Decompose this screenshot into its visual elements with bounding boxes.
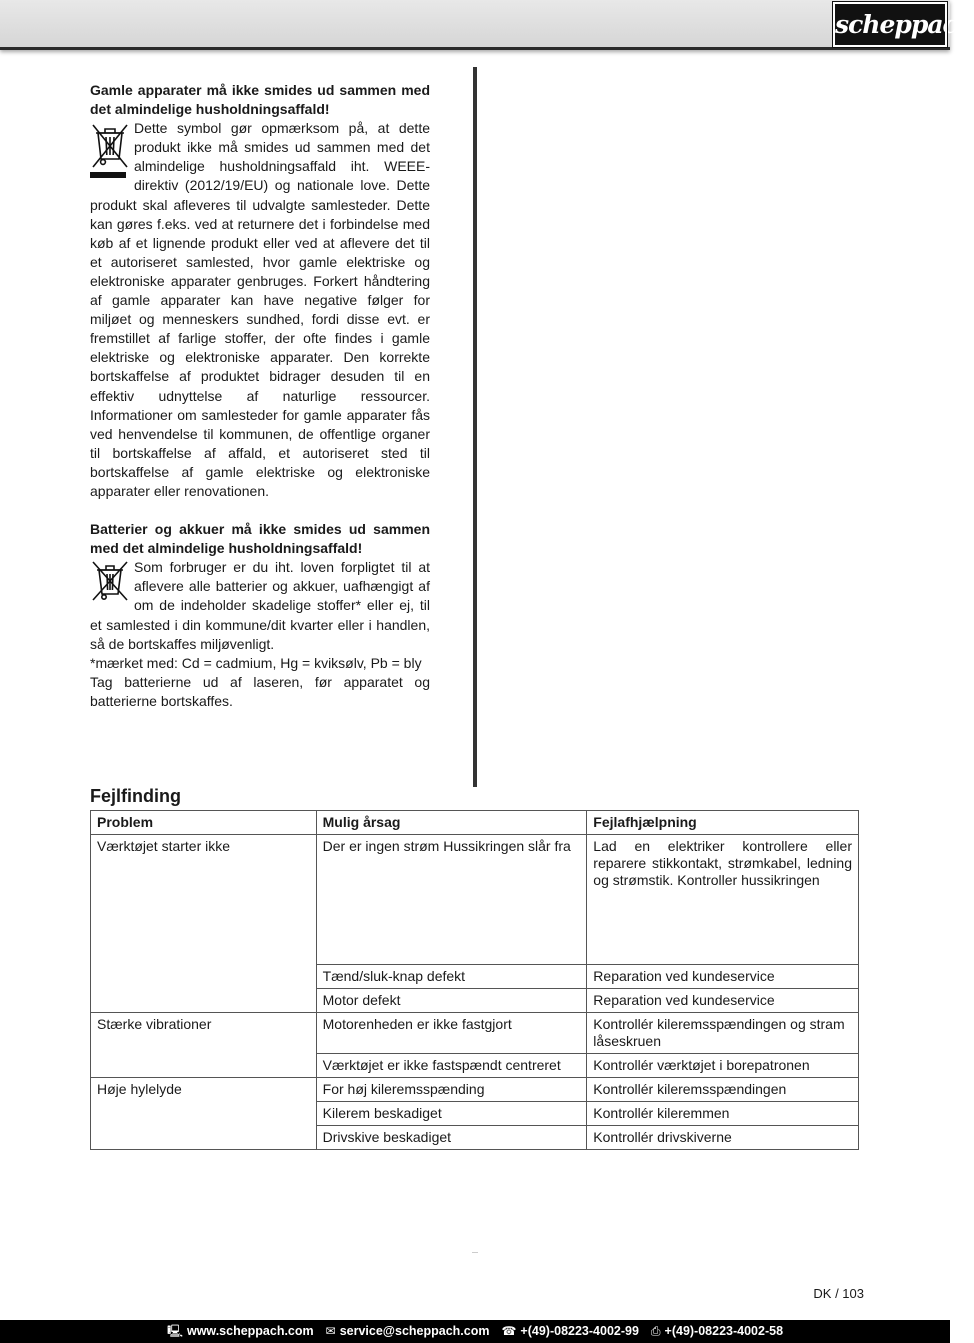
table-header-row bbox=[91, 811, 859, 835]
battery-instruction: Tag batterierne ud af laseren, før apparatet og batterierne bortskaffes. bbox=[90, 673, 430, 709]
envelope-icon: ✉ bbox=[325, 1324, 336, 1338]
fax-icon: ⎙ bbox=[650, 1324, 661, 1338]
remedy-cell: Reparation ved kundeservice bbox=[587, 989, 859, 1013]
footer-phone bbox=[501, 1320, 638, 1343]
crossed-out-bin-icon bbox=[90, 121, 130, 183]
hazard-note: *mærket med: Cd = cadmium, Hg = kviksølv, Pb = bly bbox=[90, 654, 422, 671]
remedy-cell: Kontrollér drivskiverne bbox=[587, 1126, 859, 1150]
header-cause: Mulig årsag bbox=[316, 811, 587, 835]
battery-body: Som forbruger er du iht. loven forpligtet til at aflevere alle batterier og akkuer, uafhængigt af om de indeholder skadelige stoffer* eller ej, til et samlested i din kommune/dit kvarter eller i handlen, så de bortskaffes miljøvenligt. bbox=[90, 559, 430, 652]
battery-heading: Batterier og akkuer må ikke smides ud sammen med det almindelige husholdningsaffald! bbox=[90, 521, 430, 557]
brand-logo: scheppach bbox=[833, 2, 947, 47]
phone-text: +(49)-08223-4002-99 bbox=[520, 1324, 639, 1338]
footer-email[interactable] bbox=[326, 1320, 490, 1343]
crossed-out-bin-icon bbox=[90, 560, 130, 602]
footer-fax bbox=[651, 1320, 783, 1343]
remedy-cell: Kontrollér kileremsspændingen bbox=[587, 1078, 859, 1102]
email-text: service@scheppach.com bbox=[339, 1324, 490, 1338]
header-remedy: Fejlafhjælpning bbox=[587, 811, 859, 835]
fax-text: +(49)-08223-4002-58 bbox=[664, 1324, 784, 1338]
page-number: DK / 103 bbox=[813, 1286, 864, 1301]
header-bar bbox=[0, 0, 974, 50]
footer-bar bbox=[0, 1320, 950, 1343]
remedy-cell: Kontrollér kileremsspændingen og stram låseskruen bbox=[587, 1013, 859, 1054]
troubleshooting-title: Fejlfinding bbox=[90, 786, 181, 806]
center-mark bbox=[472, 1252, 478, 1253]
table-row bbox=[91, 1013, 859, 1054]
remedy-cell: Kontrollér kileremmen bbox=[587, 1102, 859, 1126]
disposal-column bbox=[90, 81, 430, 711]
header-problem: Problem bbox=[91, 811, 317, 835]
column-divider bbox=[473, 67, 477, 787]
website-text: www.scheppach.com bbox=[186, 1324, 314, 1338]
footer-website[interactable] bbox=[167, 1320, 314, 1343]
weee-heading: Gamle apparater må ikke smides ud sammen med det almindelige husholdningsaffald! bbox=[90, 82, 430, 118]
cause-cell: Værktøjet er ikke fastspændt centreret bbox=[316, 1054, 587, 1078]
remedy-cell: Reparation ved kundeservice bbox=[587, 965, 859, 989]
cause-cell: For høj kileremsspænding bbox=[316, 1078, 587, 1102]
cause-cell: Kilerem beskadiget bbox=[316, 1102, 587, 1126]
problem-cell: Stærke vibrationer bbox=[91, 1013, 317, 1078]
cause-cell: Motorenheden er ikke fastgjort bbox=[316, 1013, 587, 1054]
remedy-cell: Kontrollér værktøjet i borepatronen bbox=[587, 1054, 859, 1078]
table-row bbox=[91, 835, 859, 965]
remedy-cell: Lad en elektriker kontrollere eller reparere stikkontakt, strømkabel, ledning og strømstik. Kontroller hussikringen bbox=[587, 835, 859, 965]
cause-cell: Der er ingen strøm Hussikringen slår fra bbox=[316, 835, 587, 965]
table-row bbox=[91, 1078, 859, 1102]
problem-cell: Høje hylelyde bbox=[91, 1078, 317, 1150]
cause-cell: Drivskive beskadiget bbox=[316, 1126, 587, 1150]
phone-icon: ☎ bbox=[501, 1324, 517, 1338]
computer-icon: 🖳 bbox=[166, 1324, 183, 1338]
troubleshooting-table bbox=[90, 810, 859, 1150]
cause-cell: Motor defekt bbox=[316, 989, 587, 1013]
weee-body: Dette symbol gør opmærksom på, at dette produkt ikke må smides ud sammen med det almindelige husholdningsaffald iht. WEEE-direktiv (2012/19/EU) og nationale love. Dette produkt skal afleveres til udvalgte samlesteder. Dette kan gøres f.eks. ved at returnere det i forbindelse med køb af et lignende produkt eller ved at aflevere det til et autoriseret samlested, hvor gamle elektriske og elektroniske apparater genbruges. Forkert håndtering af gamle apparater kan have negative følger for miljøet og menneskers sundhed, fordi disse evt. er fremstillet af farlige stoffer, der ofte findes i gamle elektriske og elektroniske apparater. Den korrekte bortskaffelse af produktet bidrager desuden til en effektiv udnyttelse af naturlige ressourcer. Informationer om samlesteder for gamle apparater fås ved henvendelse til kommunen, de offentlige organer til bortskaffelse af affald, et autoriseret sted til bortskaffelse af gamle elektriske og elektroniske apparater eller renovationen. bbox=[90, 120, 430, 499]
problem-cell: Værktøjet starter ikke bbox=[91, 835, 317, 1013]
cause-cell: Tænd/sluk-knap defekt bbox=[316, 965, 587, 989]
